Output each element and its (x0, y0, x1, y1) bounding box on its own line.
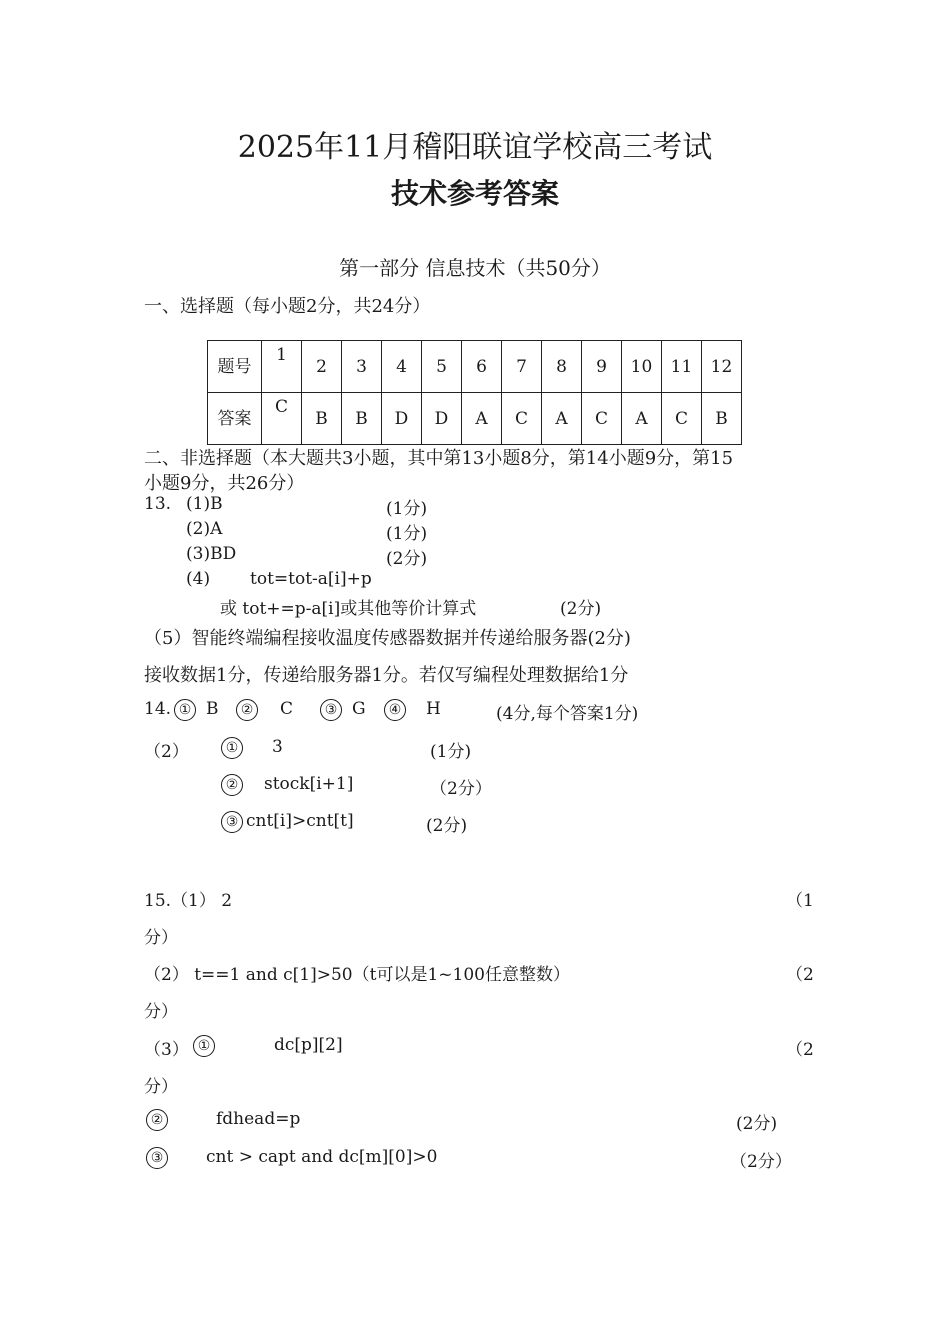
q15-score-1-wrap: 分） (144, 928, 178, 948)
q15-answer-4: fdhead=p (216, 1109, 301, 1129)
table-cell: C (662, 393, 702, 445)
q14-part2-label: （2） (144, 742, 189, 762)
table-row-head: 答案 (208, 393, 262, 445)
circled-number-icon: ③ (221, 811, 243, 833)
part-heading: 第一部分 信息技术（共50分） (339, 256, 611, 280)
q13-score-3: (2分) (386, 549, 428, 569)
table-cell: B (342, 393, 382, 445)
q13-answer-1: (1)B (186, 494, 223, 514)
q14-score-1: (4分,每个答案1分) (496, 704, 639, 724)
q14-answer-4: H (426, 699, 441, 719)
circled-number-icon: ③ (146, 1147, 168, 1169)
table-cell: C (262, 393, 302, 445)
q13-answer-5-note: 接收数据1分，传递给服务器1分。若仅写编程处理数据给1分 (144, 665, 629, 686)
table-cell: 9 (582, 341, 622, 393)
table-cell: 8 (542, 341, 582, 393)
q13-score-4: (2分) (560, 599, 602, 619)
q15-score-2-wrap: 分） (144, 1002, 178, 1022)
q15-answer-2: （2） t==1 and c[1]>50（t可以是1~100任意整数） (144, 965, 570, 985)
q13-answer-5: （5）智能终端编程接收温度传感器数据并传递给服务器(2分) (144, 628, 631, 649)
table-cell: D (382, 393, 422, 445)
circled-number-icon: ② (221, 774, 243, 796)
q15-score-2: （2 (786, 965, 814, 985)
table-cell: 12 (702, 341, 742, 393)
q15-answer-1: 15.（1） 2 (144, 891, 233, 911)
q13-answer-4: tot=tot-a[i]+p (250, 569, 372, 589)
page-title: 2025年11月稽阳联谊学校高三考试 (237, 130, 713, 165)
q14-part2-score-1: (1分) (430, 742, 472, 762)
table-cell: 7 (502, 341, 542, 393)
table-cell: B (302, 393, 342, 445)
table-cell: 6 (462, 341, 502, 393)
question-number-row (208, 341, 742, 393)
circled-number-icon: ② (236, 699, 258, 721)
q13-answer-3: (3)BD (186, 544, 237, 564)
table-cell: 3 (342, 341, 382, 393)
circled-number-icon: ② (146, 1109, 168, 1131)
q14-part2-score-3: (2分) (426, 816, 468, 836)
table-cell: A (622, 393, 662, 445)
q15-score-3: （2 (786, 1040, 814, 1060)
q13-answer-2: (2)A (186, 519, 223, 539)
table-cell: A (462, 393, 502, 445)
q15-score-1: （1 (786, 891, 814, 911)
table-cell: C (502, 393, 542, 445)
q15-score-4: (2分) (736, 1114, 778, 1134)
circled-number-icon: ① (221, 737, 243, 759)
table-cell: D (422, 393, 462, 445)
q14-part2-answer-2: stock[i+1] (264, 774, 354, 794)
table-cell: 4 (382, 341, 422, 393)
q14-part2-score-2: （2分） (430, 779, 492, 799)
q14-answer-1: B (206, 699, 219, 719)
q14-answer-2: C (280, 699, 294, 719)
table-cell: 10 (622, 341, 662, 393)
table-row-head: 题号 (208, 341, 262, 393)
q13-answer-4-alt: 或 tot+=p-a[i]或其他等价计算式 (220, 599, 477, 619)
circled-number-icon: ③ (320, 699, 342, 721)
section-heading-nonchoice-cont: 小题9分，共26分） (144, 473, 305, 494)
q14-part2-answer-1: 3 (272, 737, 283, 757)
table-cell: 2 (302, 341, 342, 393)
q13-answer-4-label: (4) (186, 569, 211, 589)
answer-table (207, 340, 742, 445)
table-cell: A (542, 393, 582, 445)
q14-part2-answer-3: cnt[i]>cnt[t] (246, 811, 354, 831)
q14-label: 14. (144, 699, 172, 719)
q15-score-5: （2分） (730, 1152, 792, 1172)
table-cell: C (582, 393, 622, 445)
section-heading-choice: 一、选择题（每小题2分，共24分） (144, 296, 431, 317)
q13-label: 13. (144, 494, 172, 514)
circled-number-icon: ④ (384, 699, 406, 721)
table-cell: B (702, 393, 742, 445)
table-cell: 11 (662, 341, 702, 393)
q14-answer-3: G (352, 699, 366, 719)
circled-number-icon: ① (174, 699, 196, 721)
q13-score-2: (1分) (386, 524, 428, 544)
q15-answer-3: dc[p][2] (274, 1035, 343, 1055)
section-heading-nonchoice: 二、非选择题（本大题共3小题，其中第13小题8分，第14小题9分，第15 (144, 448, 734, 469)
page-subtitle: 技术参考答案 (390, 177, 559, 210)
q13-score-1: (1分) (386, 499, 428, 519)
q15-answer-5: cnt > capt and dc[m][0]>0 (206, 1147, 438, 1167)
table-cell: 1 (262, 341, 302, 393)
answer-row (208, 393, 742, 445)
q15-score-3-wrap: 分） (144, 1077, 178, 1097)
q15-part3-label: （3） (144, 1040, 189, 1060)
table-cell: 5 (422, 341, 462, 393)
circled-number-icon: ① (193, 1035, 215, 1057)
